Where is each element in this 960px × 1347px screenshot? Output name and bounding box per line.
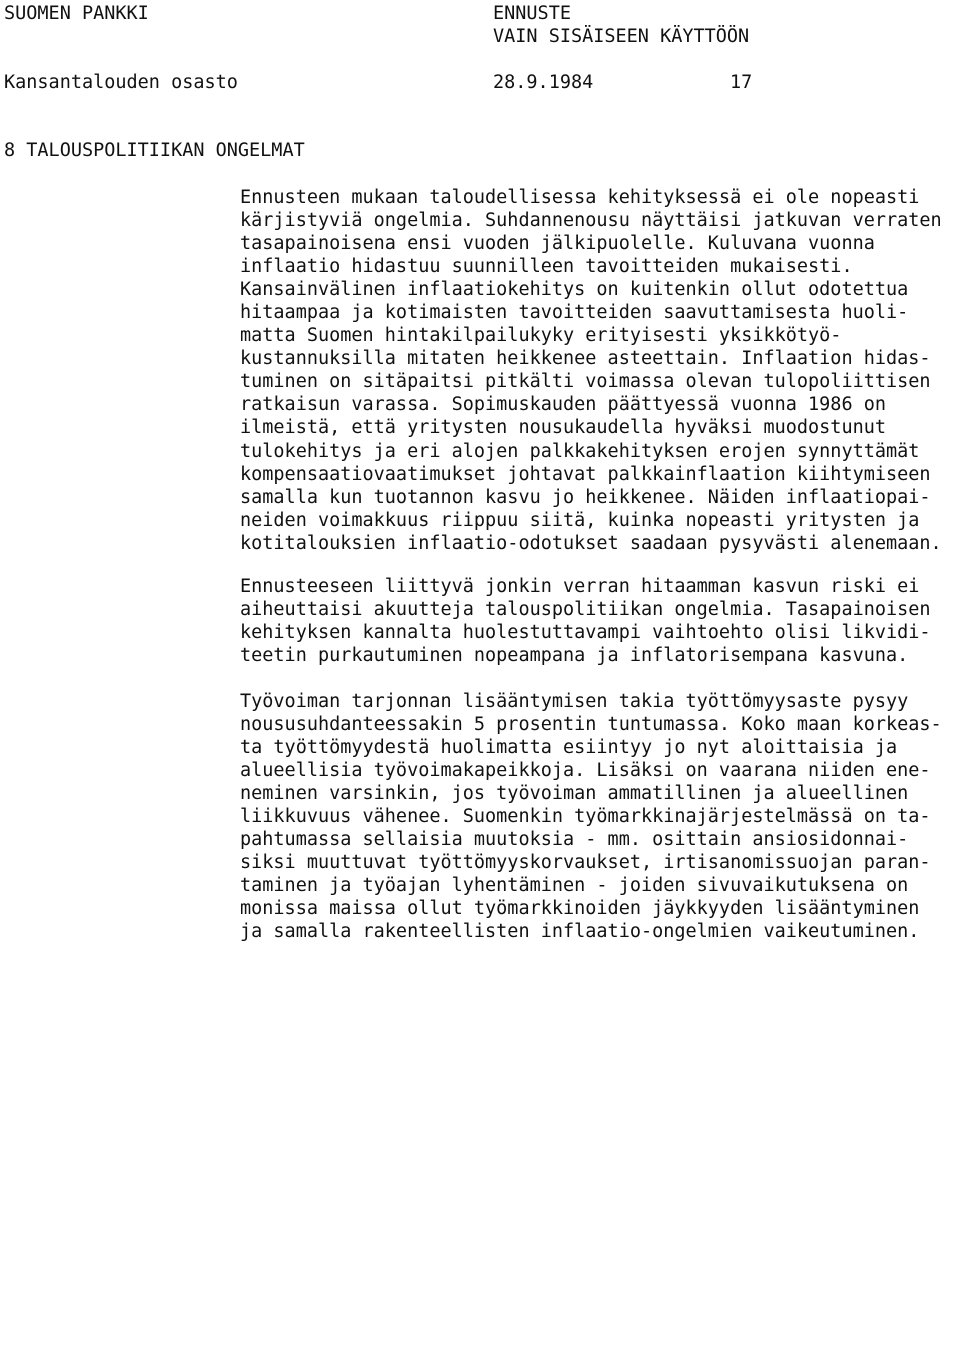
text-line: aiheuttaisi akuutteja talouspolitiikan ongelmia. Tasapainoisen <box>240 599 931 621</box>
classification-line: ENNUSTE <box>493 3 571 24</box>
text-line: Työvoiman tarjonnan lisääntymisen takia työttömyysaste pysyy <box>240 691 909 712</box>
classification-line: VAIN SISÄISEEN KÄYTTÖÖN <box>493 26 750 47</box>
classification-stamp <box>493 2 749 48</box>
paragraph <box>240 690 958 944</box>
text-line: kotitalouksien inflaatio-odotukset saadaan pysyvästi alenemaan. <box>240 532 942 554</box>
text-line: liikkuvuus vähenee. Suomenkin työmarkkinajärjestelmässä on ta- <box>240 806 931 828</box>
text-line: neminen varsinkin, jos työvoiman ammatillinen ja alueellinen <box>240 783 909 805</box>
text-line: monissa maissa ollut työmarkkinoiden jäykkyyden lisääntyminen <box>240 898 920 920</box>
organization-name: SUOMEN PANKKI <box>4 3 149 24</box>
text-line: kehityksen kannalta huolestuttavampi vaihtoehto olisi likvidi- <box>240 622 931 644</box>
text-line: Ennusteeseen liittyvä jonkin verran hitaamman kasvun riski ei <box>240 576 920 597</box>
document-date: 28.9.1984 <box>493 72 594 93</box>
section-heading: 8 TALOUSPOLITIIKAN ONGELMAT <box>4 140 305 161</box>
page-number: 17 <box>730 72 753 93</box>
text-line: tulokehitys ja eri alojen palkkakehityksen erojen synnyttämät <box>240 440 920 462</box>
text-line: ilmeistä, että yritysten nousukaudella hyväksi muodostunut <box>240 417 887 439</box>
text-line: kompensaatiovaatimukset johtavat palkkainflaation kiihtymiseen <box>240 463 931 485</box>
department-name: Kansantalouden osasto <box>4 72 238 93</box>
text-line: alueellisia työvoimakapeikkoja. Lisäksi on vaarana niiden ene- <box>240 760 931 782</box>
text-line: hitaampaa ja kotimaisten tavoitteiden saavuttamisesta huoli- <box>240 302 909 324</box>
text-line: kustannuksilla mitaten heikkenee asteettain. Inflaation hidas- <box>240 348 931 370</box>
text-line: Kansainvälinen inflaatiokehitys on kuitenkin ollut odotettua <box>240 279 909 301</box>
text-line: samalla kun tuotannon kasvu jo heikkenee. Näiden inflaatiopai- <box>240 486 931 508</box>
paragraph <box>240 186 958 555</box>
text-line: taminen ja työajan lyhentäminen - joiden sivuvaikutuksena on <box>240 875 909 897</box>
text-line: Ennusteen mukaan taloudellisessa kehityksessä ei ole nopeasti <box>240 187 920 208</box>
text-line: siksi muuttuvat työttömyyskorvaukset, irtisanomissuojan paran- <box>240 852 931 874</box>
text-line: ratkaisun varassa. Sopimuskauden päättyessä vuonna 1986 on <box>240 394 887 416</box>
text-line: matta Suomen hintakilpailukyky erityisesti yksikkötyö- <box>240 325 842 347</box>
text-line: neiden voimakkuus riippuu siitä, kuinka nopeasti yritysten ja <box>240 509 920 531</box>
text-line: ta työttömyydestä huolimatta esiintyy jo nyt aloittaisia ja <box>240 737 898 759</box>
text-line: pahtumassa sellaisia muutoksia - mm. osittain ansiosidonnai- <box>240 829 909 851</box>
text-line: tuminen on sitäpaitsi pitkälti voimassa olevan tulopoliittisen <box>240 371 931 393</box>
text-line: tasapainoisena ensi vuoden jälkipuolelle. Kuluvana vuonna <box>240 233 875 255</box>
text-line: ja samalla rakenteellisten inflaatio-ongelmien vaikeutuminen. <box>240 921 920 943</box>
paragraph <box>240 575 958 667</box>
text-line: noususuhdanteessakin 5 prosentin tuntumassa. Koko maan korkeas- <box>240 714 942 736</box>
text-line: kärjistyviä ongelmia. Suhdannenousu näyttäisi jatkuvan verraten <box>240 210 942 232</box>
text-line: teetin purkautuminen nopeampana ja inflatorisempana kasvuna. <box>240 645 909 667</box>
text-line: inflaatio hidastuu suunnilleen tavoitteiden mukaisesti. <box>240 256 853 278</box>
